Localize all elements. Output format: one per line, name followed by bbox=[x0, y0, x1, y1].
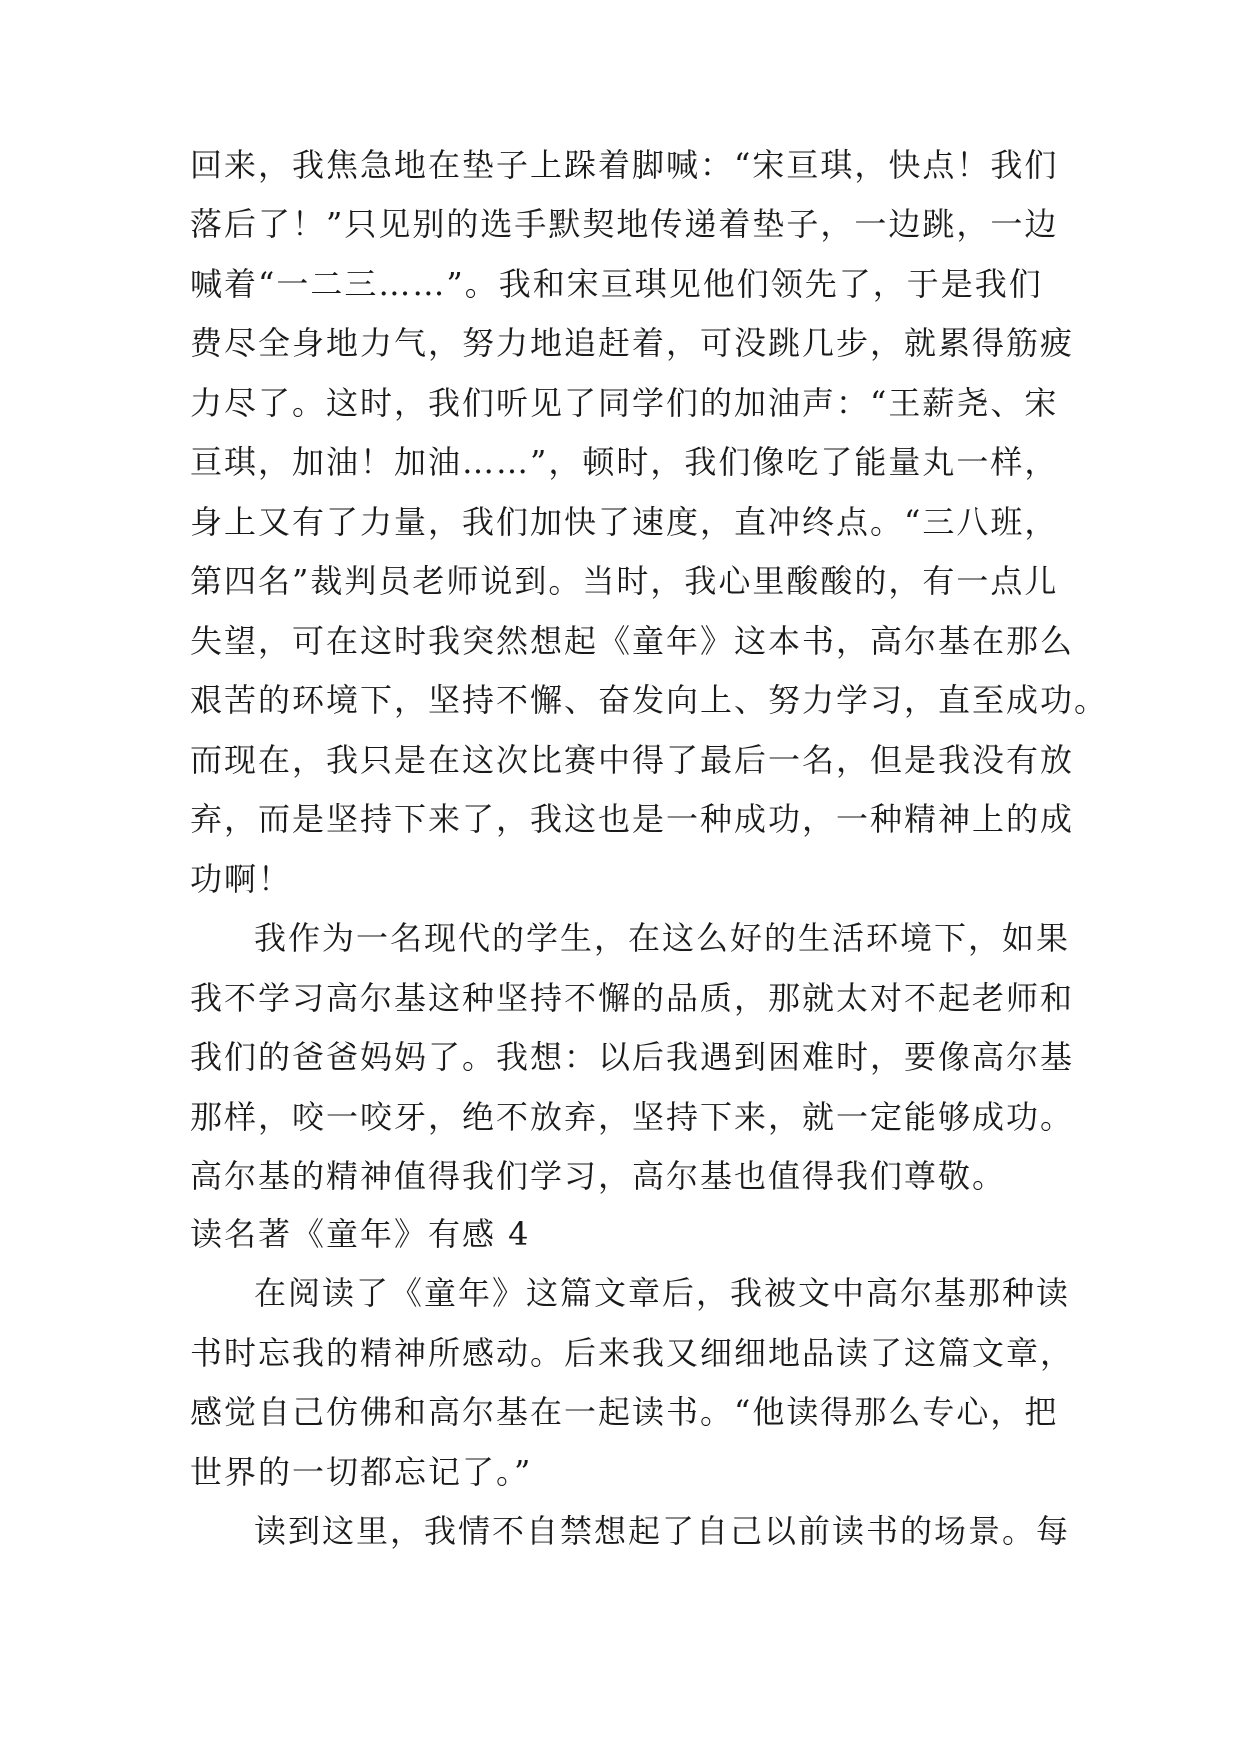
line-20: 在阅读了《童年》这篇文章后，我被文中高尔基那种读 bbox=[254, 1274, 1071, 1312]
line-17: 那样，咬一咬牙，绝不放弃，坚持下来，就一定能够成功。 bbox=[190, 1098, 1075, 1136]
line-10: 艰苦的环境下，坚持不懈、奋发向上、努力学习，直至成功。 bbox=[190, 681, 1109, 719]
line-16: 我们的爸爸妈妈了。我想：以后我遇到困难时，要像高尔基 bbox=[190, 1038, 1075, 1076]
line-5: 力尽了。这时，我们听见了同学们的加油声：“王薪尧、宋 bbox=[190, 384, 1059, 422]
line-8: 第四名”裁判员老师说到。当时，我心里酸酸的，有一点儿 bbox=[190, 562, 1059, 600]
line-24: 读到这里，我情不自禁想起了自己以前读书的场景。每 bbox=[254, 1512, 1071, 1550]
line-13: 功啊！ bbox=[190, 860, 293, 898]
line-9: 失望，可在这时我突然想起《童年》这本书，高尔基在那么 bbox=[190, 622, 1075, 660]
line-21: 书时忘我的精神所感动。后来我又细细地品读了这篇文章， bbox=[190, 1334, 1075, 1372]
section-heading: 读名著《童年》有感 4 bbox=[190, 1215, 531, 1253]
line-4: 费尽全身地力气，努力地追赶着，可没跳几步，就累得筋疲 bbox=[190, 324, 1075, 362]
line-12: 弃，而是坚持下来了，我这也是一种成功，一种精神上的成 bbox=[190, 800, 1075, 838]
line-3: 喊着“一二三……”。我和宋亘琪见他们领先了，于是我们 bbox=[190, 265, 1043, 303]
line-11: 而现在，我只是在这次比赛中得了最后一名，但是我没有放 bbox=[190, 741, 1075, 779]
line-7: 身上又有了力量，我们加快了速度，直冲终点。“三八班， bbox=[190, 503, 1059, 541]
line-18: 高尔基的精神值得我们学习，高尔基也值得我们尊敬。 bbox=[190, 1157, 1007, 1195]
line-14: 我作为一名现代的学生，在这么好的生活环境下，如果 bbox=[254, 919, 1071, 957]
line-1: 回来，我焦急地在垫子上跺着脚喊：“宋亘琪，快点！我们 bbox=[190, 146, 1059, 184]
line-23: 世界的一切都忘记了。” bbox=[190, 1453, 533, 1491]
line-22: 感觉自己仿佛和高尔基在一起读书。“他读得那么专心，把 bbox=[190, 1393, 1059, 1431]
line-15: 我不学习高尔基这种坚持不懈的品质，那就太对不起老师和 bbox=[190, 979, 1075, 1017]
line-2: 落后了！”只见别的选手默契地传递着垫子，一边跳，一边 bbox=[190, 205, 1059, 243]
line-6: 亘琪，加油！加油……”，顿时，我们像吃了能量丸一样， bbox=[190, 443, 1059, 481]
